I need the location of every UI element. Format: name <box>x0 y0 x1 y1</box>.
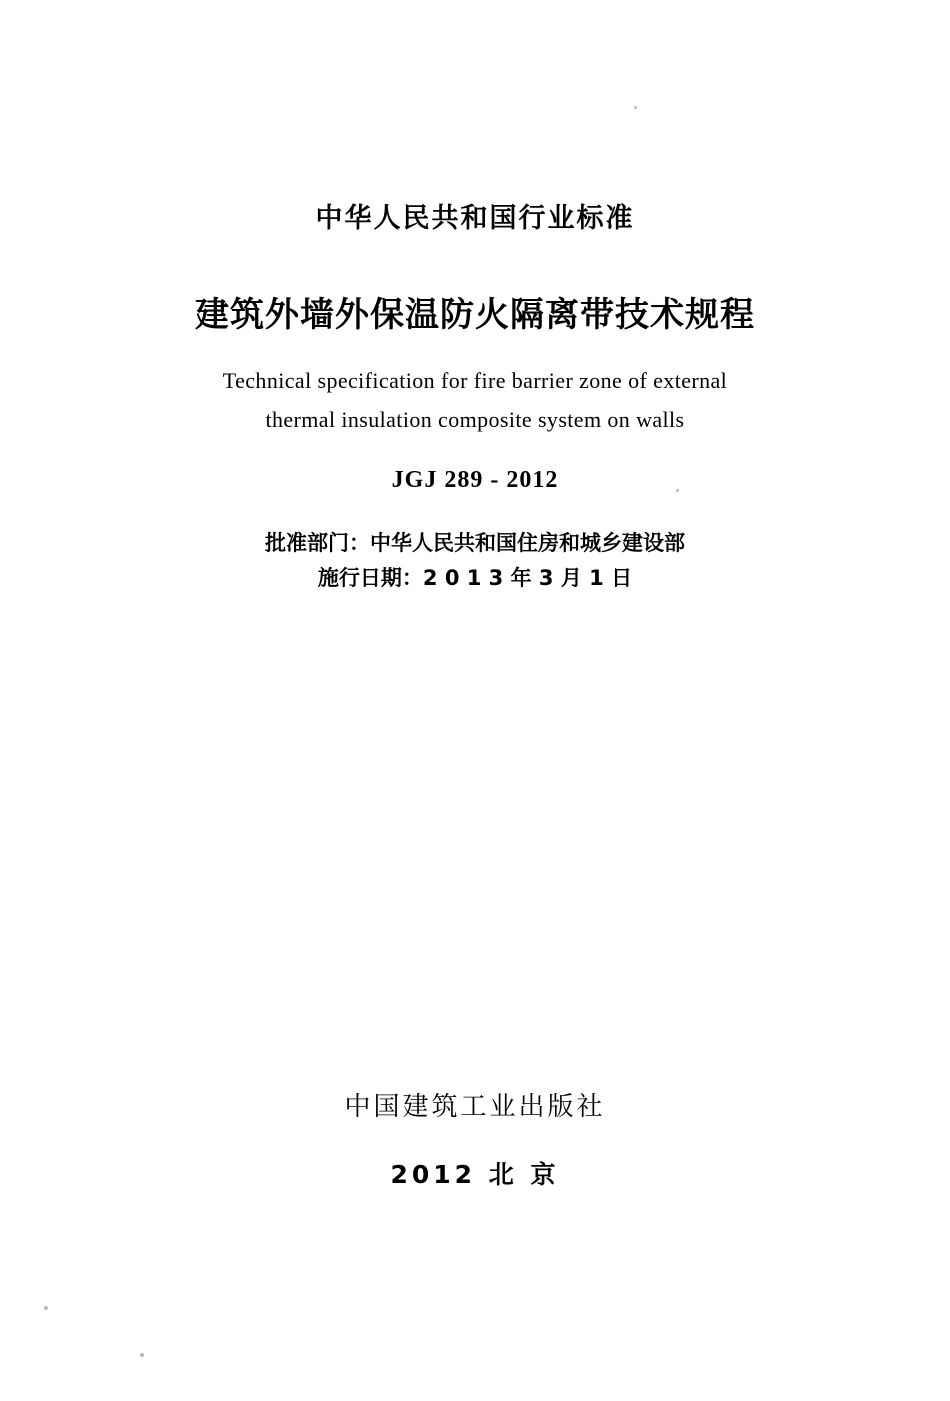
english-title-line-1: Technical specification for fire barrier zone of external <box>222 368 728 393</box>
cover-metadata <box>0 526 950 595</box>
english-title-line-2: thermal insulation composite system on walls <box>265 406 685 432</box>
scan-speck <box>676 489 679 492</box>
standard-code: JGJ 289 - 2012 <box>391 467 559 493</box>
scan-speck <box>44 1306 48 1310</box>
scan-speck <box>140 1353 144 1357</box>
page-title: 建筑外墙外保温防火隔离带技术规程 <box>195 295 755 335</box>
scan-speck <box>634 106 637 109</box>
cover-block <box>0 0 950 595</box>
standard-type: 中华人民共和国行业标准 <box>315 203 635 234</box>
publication-imprint: 2012 北 京 <box>390 1160 560 1189</box>
english-title <box>0 362 950 439</box>
effective-date: 施行日期：2 0 1 3 年 3 月 1 日 <box>317 565 633 590</box>
approval-department: 批准部门：中华人民共和国住房和城乡建设部 <box>265 531 685 555</box>
publisher-name: 中国建筑工业出版社 <box>344 1092 606 1122</box>
